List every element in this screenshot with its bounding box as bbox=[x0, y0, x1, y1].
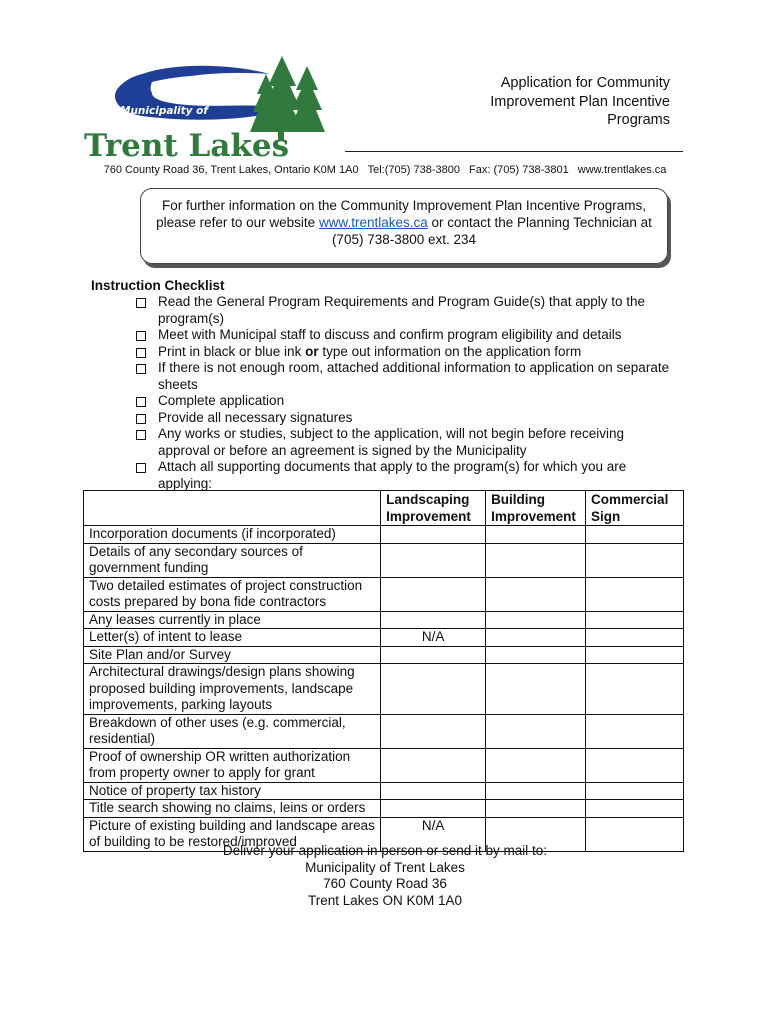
table-row bbox=[84, 800, 684, 818]
checklist-item bbox=[134, 410, 674, 427]
checklist-item-text: Meet with Municipal staff to discuss and confirm program eligibility and details bbox=[158, 327, 622, 342]
document-title bbox=[430, 74, 670, 130]
table-row bbox=[84, 526, 684, 544]
checklist-item-text: Read the General Program Requirements and Program Guide(s) that apply to the program(s) bbox=[158, 294, 646, 326]
checkbox-cell[interactable] bbox=[381, 664, 486, 715]
delivery-instructions bbox=[0, 843, 770, 909]
not-applicable-cell: N/A bbox=[381, 629, 486, 647]
checkbox-icon[interactable] bbox=[136, 397, 146, 407]
checkbox-cell[interactable] bbox=[486, 526, 586, 544]
checkbox-cell[interactable] bbox=[381, 714, 486, 748]
requirement-label: Picture of existing building and landscape areas of building to be restored/improved bbox=[84, 817, 381, 851]
table-row bbox=[84, 577, 684, 611]
checkbox-cell[interactable] bbox=[586, 664, 684, 715]
checkbox-cell[interactable] bbox=[486, 664, 586, 715]
checklist-item bbox=[134, 294, 674, 327]
checkbox-cell[interactable] bbox=[586, 714, 684, 748]
checklist-item-text: Print in black or blue ink bbox=[158, 343, 306, 359]
contact-phone: Tel:(705) 738-3800 bbox=[367, 164, 460, 176]
checkbox-cell[interactable] bbox=[381, 577, 486, 611]
title-line: Programs bbox=[607, 112, 670, 128]
checkbox-cell[interactable] bbox=[381, 543, 486, 577]
requirement-label: Breakdown of other uses (e.g. commercial, residential) bbox=[84, 714, 381, 748]
checkbox-cell[interactable] bbox=[486, 748, 586, 782]
table-body bbox=[84, 526, 684, 852]
checkbox-cell[interactable] bbox=[381, 748, 486, 782]
checklist-item-text: Complete application bbox=[158, 393, 285, 408]
checkbox-cell[interactable] bbox=[486, 800, 586, 818]
requirement-label: Two detailed estimates of project construction costs prepared by bona fide contractors bbox=[84, 577, 381, 611]
contact-website[interactable]: www.trentlakes.ca bbox=[577, 164, 667, 176]
checklist-item bbox=[134, 426, 674, 459]
table-row bbox=[84, 611, 684, 629]
checkbox-cell[interactable] bbox=[586, 800, 684, 818]
checkbox-icon[interactable] bbox=[136, 364, 146, 374]
checkbox-cell[interactable] bbox=[486, 611, 586, 629]
requirement-label: Any leases currently in place bbox=[84, 611, 381, 629]
info-text-before: For further information on the Community Improvement Plan Incentive Programs, please refer to our website bbox=[156, 198, 646, 230]
checkbox-cell[interactable] bbox=[381, 782, 486, 800]
header-building: Building Improvement bbox=[486, 491, 586, 526]
table-row bbox=[84, 714, 684, 748]
checkbox-cell[interactable] bbox=[586, 611, 684, 629]
checkbox-icon[interactable] bbox=[136, 463, 146, 473]
checkbox-cell[interactable] bbox=[381, 611, 486, 629]
checkbox-cell[interactable] bbox=[586, 629, 684, 647]
delivery-line: Municipality of Trent Lakes bbox=[305, 859, 465, 875]
logo-name: Trent Lakes bbox=[84, 128, 290, 162]
checkbox-cell[interactable] bbox=[586, 782, 684, 800]
requirement-label: Proof of ownership OR written authorization from property owner to apply for grant bbox=[84, 748, 381, 782]
checklist-item-text: If there is not enough room, attached additional information to application on separate sheets bbox=[158, 360, 670, 392]
requirement-label: Title search showing no claims, leins or orders bbox=[84, 800, 381, 818]
checkbox-cell[interactable] bbox=[486, 629, 586, 647]
table-row bbox=[84, 646, 684, 664]
checkbox-icon[interactable] bbox=[136, 298, 146, 308]
checkbox-cell[interactable] bbox=[486, 714, 586, 748]
table-row bbox=[84, 782, 684, 800]
table-row bbox=[84, 664, 684, 715]
title-divider bbox=[345, 151, 683, 152]
checkbox-cell[interactable] bbox=[586, 543, 684, 577]
checkbox-icon[interactable] bbox=[136, 430, 146, 440]
checklist-item bbox=[134, 393, 674, 410]
table-row bbox=[84, 543, 684, 577]
checklist-item-emphasis: or bbox=[305, 343, 319, 359]
delivery-line: 760 County Road 36 bbox=[323, 876, 447, 891]
municipality-logo bbox=[82, 52, 344, 162]
header-landscaping: Landscaping Improvement bbox=[381, 491, 486, 526]
logo-tagline: Municipality of bbox=[120, 105, 208, 117]
checkbox-cell[interactable] bbox=[586, 646, 684, 664]
contact-address: 760 County Road 36, Trent Lakes, Ontario K0M 1A0 bbox=[103, 164, 359, 176]
checklist-item bbox=[134, 459, 674, 492]
table-header-blank bbox=[84, 491, 381, 526]
checklist-item bbox=[134, 327, 674, 344]
checklist-item bbox=[134, 360, 674, 393]
instruction-checklist bbox=[134, 294, 674, 492]
checkbox-cell[interactable] bbox=[486, 577, 586, 611]
table-row bbox=[84, 748, 684, 782]
checkbox-cell[interactable] bbox=[586, 748, 684, 782]
checkbox-cell[interactable] bbox=[381, 646, 486, 664]
requirements-table bbox=[83, 490, 684, 852]
info-text-after: or contact the Planning Technician at (705) 738-3800 ext. 234 bbox=[331, 215, 652, 247]
requirement-label: Letter(s) of intent to lease bbox=[84, 629, 381, 647]
website-link[interactable]: www.trentlakes.ca bbox=[318, 215, 428, 230]
table-row bbox=[84, 629, 684, 647]
contact-fax: Fax: (705) 738-3801 bbox=[469, 164, 569, 176]
header-commercial-sign: Commercial Sign bbox=[586, 491, 684, 526]
checkbox-cell[interactable] bbox=[486, 782, 586, 800]
checklist-item-text: Any works or studies, subject to the application, will not begin before receiving approval or before an agreement is signed by the Municipality bbox=[158, 426, 625, 458]
checklist-item bbox=[134, 344, 674, 361]
checkbox-icon[interactable] bbox=[136, 348, 146, 358]
delivery-line: Trent Lakes ON K0M 1A0 bbox=[307, 892, 463, 908]
requirement-label: Notice of property tax history bbox=[84, 782, 381, 800]
checkbox-cell[interactable] bbox=[381, 800, 486, 818]
title-line: Improvement Plan Incentive bbox=[490, 93, 670, 110]
checklist-heading: Instruction Checklist bbox=[91, 278, 225, 293]
checkbox-cell[interactable] bbox=[486, 543, 586, 577]
info-box bbox=[140, 188, 668, 264]
delivery-line: Deliver your application in person or send it by mail to: bbox=[222, 843, 548, 858]
checklist-item-text: Provide all necessary signatures bbox=[158, 409, 353, 425]
checkbox-cell[interactable] bbox=[586, 577, 684, 611]
contact-line bbox=[0, 164, 770, 176]
checkbox-icon[interactable] bbox=[136, 414, 146, 424]
checklist-item-text: Attach all supporting documents that apply to the program(s) for which you are applying: bbox=[158, 459, 627, 491]
requirement-label: Architectural drawings/design plans showing proposed building improvements, landscape improvements, parking layouts bbox=[84, 664, 381, 715]
title-line: Application for Community bbox=[500, 75, 670, 91]
requirement-label: Site Plan and/or Survey bbox=[84, 646, 381, 664]
requirement-label: Details of any secondary sources of government funding bbox=[84, 543, 381, 577]
requirement-label: Incorporation documents (if incorporated) bbox=[84, 526, 381, 544]
table-header-row bbox=[84, 491, 684, 526]
checkbox-cell[interactable] bbox=[586, 526, 684, 544]
checkbox-cell[interactable] bbox=[381, 526, 486, 544]
not-applicable-cell: N/A bbox=[381, 817, 486, 851]
checklist-item-text: type out information on the application form bbox=[318, 343, 582, 359]
checkbox-icon[interactable] bbox=[136, 331, 146, 341]
checkbox-cell[interactable] bbox=[486, 646, 586, 664]
